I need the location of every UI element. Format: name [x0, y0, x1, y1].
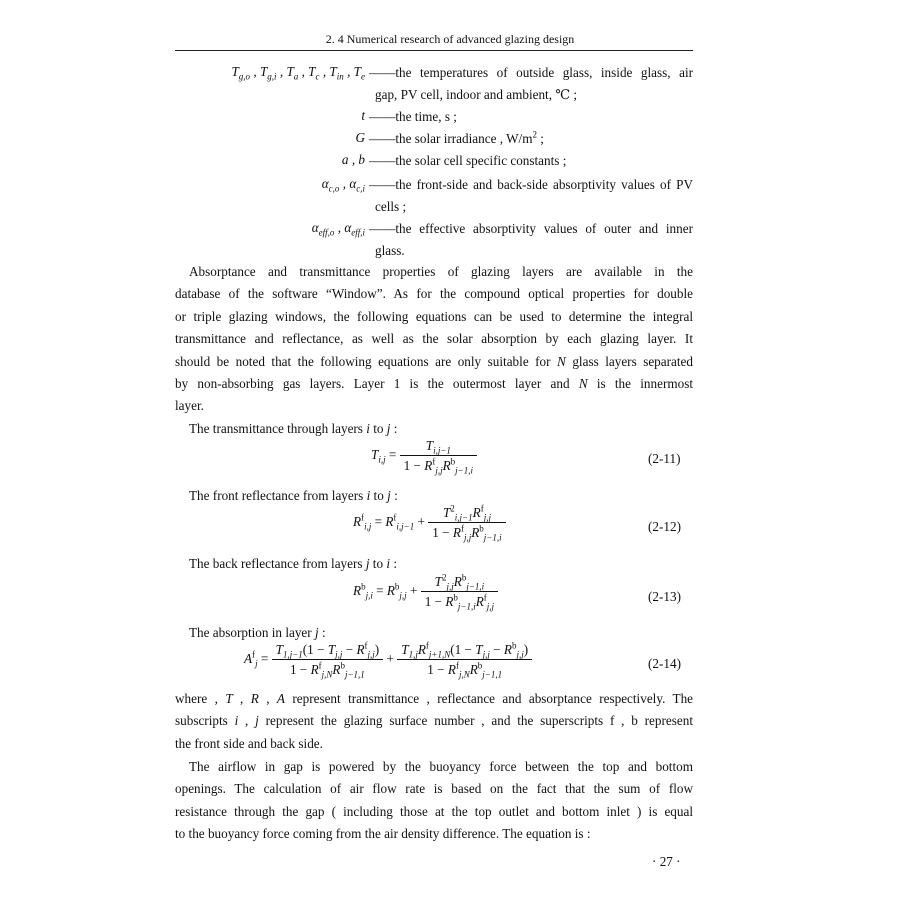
equation-2-12: $R^f_{i,j} = R^f_{i,j-1}$ + $\frac{T^2_{i,j-1}R^f_{j,j}}{1 - R^f_{j,j}R^b_{j-1,i}}$ [353, 505, 506, 541]
equation-intro: The transmittance through layers i to j : [189, 421, 398, 436]
equation-2-14: $A^f_j$ = $\frac{T_{1,j-1}(1 - T_{j,j} - R^f_{j,j})}{1 - R^f_{j,N}R^b_{j-1,1}}$ + $\frac{T_{1,j}R^f_{j+1,N}(1 - T_{j,j} - R^b_{j,j})}{1 - R^f_{j,N}R^b_{j-1,1}}$ [244, 642, 532, 678]
equation-intro: The absorption in layer j : [189, 625, 326, 640]
equation-intro: The front reflectance from layers i to j : [189, 488, 398, 503]
nomenclature-definition: ——the temperatures of outside glass, inside glass, air gap, PV cell, indoor and ambient, ℃ ; [369, 65, 693, 102]
body-paragraph: Absorptance and transmittance properties of glazing layers are available in the database of the software “Window”. As for the compound optical properties for double or triple glazing windows, the following equations can be used to determine the integral transmittance and reflectance, as well as the solar absorption by each glazing layer. It should be noted that the following equations are only suitable for N glass layers separated by non-absorbing gas layers. Layer 1 is the outermost layer and N is the innermost layer. [175, 264, 693, 414]
nomenclature-symbol: $T_{g,o}$ , $T_{g,i}$ , $T_a$ , $T_c$ , $T_{in}$ , $T_e$ [231, 64, 365, 82]
nomenclature-symbol: $\alpha_{eff,o}$ , $\alpha_{eff,i}$ [311, 220, 365, 238]
equation-number: (2-12) [648, 519, 681, 534]
nomenclature-symbol: t [361, 108, 365, 123]
body-paragraph: where , T , R , A represent transmittance , reflectance and absorptance respectively. The subscripts i , j represent the glazing surface number , and the superscripts f , b represent the front side and back side. [175, 691, 694, 751]
equation-intro: The back reflectance from layers j to i : [189, 556, 397, 571]
nomenclature-symbol: $\alpha_{c,o}$ , $\alpha_{c,i}$ [321, 176, 365, 194]
equation-2-13: $R^b_{j,i} = R^b_{j,j}$ + $\frac{T^2_{j,j}R^b_{j-1,i}}{1 - R^b_{j-1,i}R^f_{j,j}}$ [353, 574, 498, 610]
nomenclature-symbol: a , b [341, 152, 365, 167]
nomenclature-symbol: G [355, 130, 365, 145]
page-number: · 27 · [652, 854, 681, 869]
equation-number: (2-13) [648, 589, 681, 604]
nomenclature-definition: ——the front-side and back-side absorptivity values of PV cells ; [369, 177, 693, 214]
nomenclature-definition: ——the time, s ; [369, 109, 457, 124]
body-paragraph: The airflow in gap is powered by the buoyancy force between the top and bottom openings. The calculation of air flow rate is based on the fact that the sum of flow resistance through the gap ( including those at the top outlet and bottom inlet ) is equal to the buoyancy force coming from the air density difference. The equation is : [175, 759, 693, 842]
nomenclature-definition: ——the solar irradiance , $W/m^2$ ; [369, 129, 544, 146]
nomenclature-definition: ——the effective absorptivity values of outer and inner glass. [369, 221, 693, 258]
equation-number: (2-11) [648, 451, 681, 466]
header-rule [175, 50, 693, 51]
running-header: 2. 4 Numerical research of advanced glazing design [325, 32, 575, 46]
equation-number: (2-14) [648, 656, 681, 671]
equation-2-11: $T_{i,j}$ = $\frac{T_{i,j-1}}{1 - R^f_{j,j}R^b_{j-1,i}}$ [371, 438, 477, 474]
nomenclature-definition: ——the solar cell specific constants ; [369, 153, 567, 168]
